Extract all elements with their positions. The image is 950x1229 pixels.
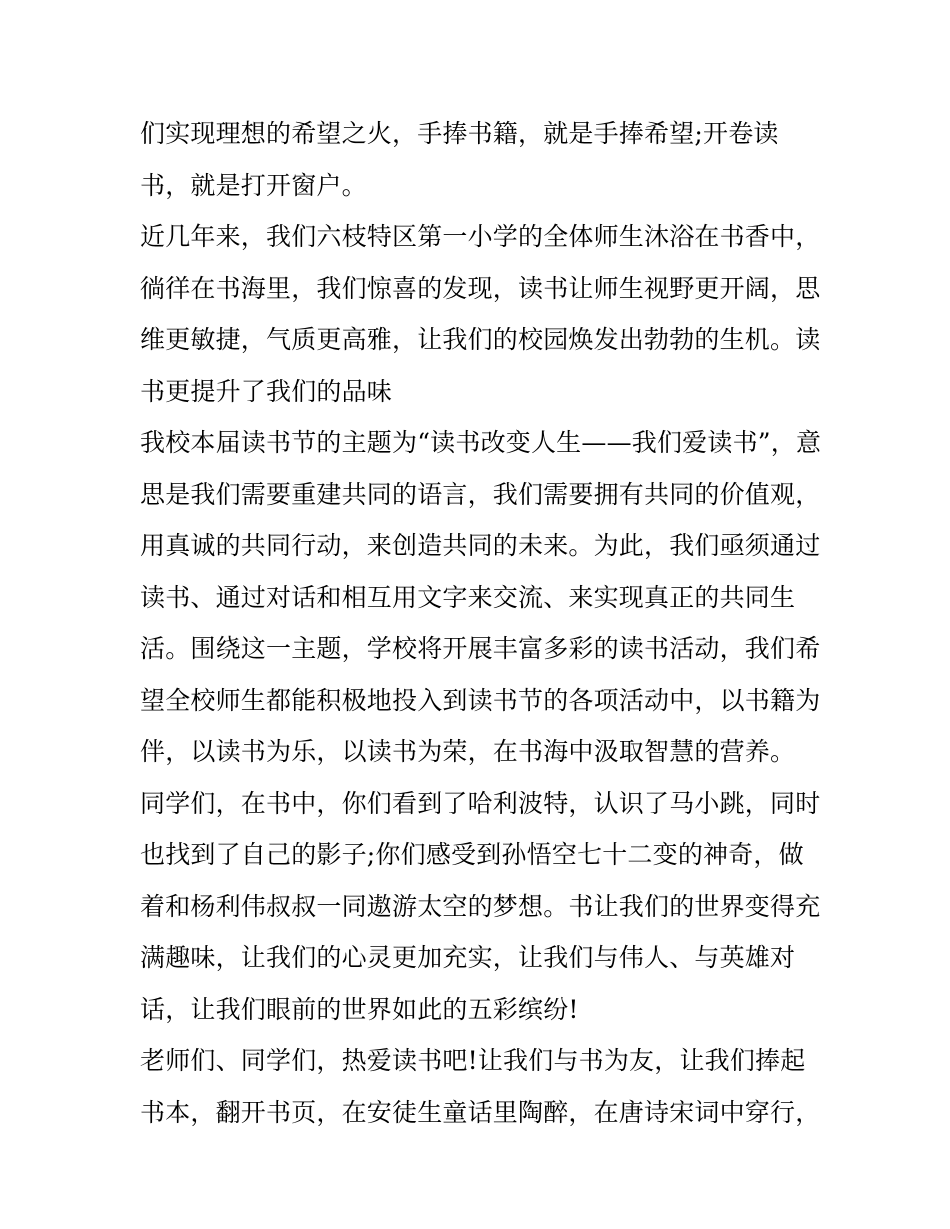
text-line: 我校本届读书节的主题为“读书改变人生——我们爱读书”，意 xyxy=(140,428,822,457)
text-line: 伴，以读书为乐，以读书为荣，在书海中汲取智慧的营养。 xyxy=(140,737,796,766)
text-line: 书更提升了我们的品味 xyxy=(140,376,393,406)
text-line: 老师们、同学们，热爱读书吧!让我们与书为友，让我们捧起 xyxy=(140,1046,806,1075)
text-line: 维更敏捷，气质更高雅，让我们的校园焕发出勃勃的生机。读 xyxy=(140,325,821,354)
text-line: 读书、通过对话和相互用文字来交流、来实现真正的共同生 xyxy=(140,582,796,612)
text-line: 们实现理想的希望之火，手捧书籍，就是手捧希望;开卷读 xyxy=(140,119,779,148)
text-line: 同学们，在书中，你们看到了哈利波特，认识了马小跳，同时 xyxy=(140,788,821,818)
text-line: 话，让我们眼前的世界如此的五彩缤纷! xyxy=(140,994,579,1024)
text-line: 活。围绕这一主题，学校将开展丰富多彩的读书活动，我们希 xyxy=(140,634,821,663)
text-line: 书，就是打开窗户。 xyxy=(140,170,367,200)
text-line: 思是我们需要重建共同的语言，我们需要拥有共同的价值观， xyxy=(140,479,821,509)
text-line: 书本，翻开书页，在安徒生童话里陶醉，在唐诗宋词中穿行， xyxy=(140,1097,821,1127)
text-line: 徜徉在书海里，我们惊喜的发现，读书让师生视野更开阔，思 xyxy=(140,273,821,303)
text-line: 望全校师生都能积极地投入到读书节的各项活动中，以书籍为 xyxy=(140,685,821,715)
text-line: 近几年来，我们六枝特区第一小学的全体师生沐浴在书香中， xyxy=(140,222,821,251)
text-line: 着和杨利伟叔叔一同遨游太空的梦想。书让我们的世界变得充 xyxy=(140,891,821,921)
text-line: 满趣味，让我们的心灵更加充实，让我们与伟人、与英雄对 xyxy=(140,943,796,972)
text-line: 用真诚的共同行动，来创造共同的未来。为此，我们亟须通过 xyxy=(140,531,821,560)
body-text xyxy=(140,108,830,1138)
text-line: 也找到了自己的影子;你们感受到孙悟空七十二变的神奇，做 xyxy=(140,840,804,869)
